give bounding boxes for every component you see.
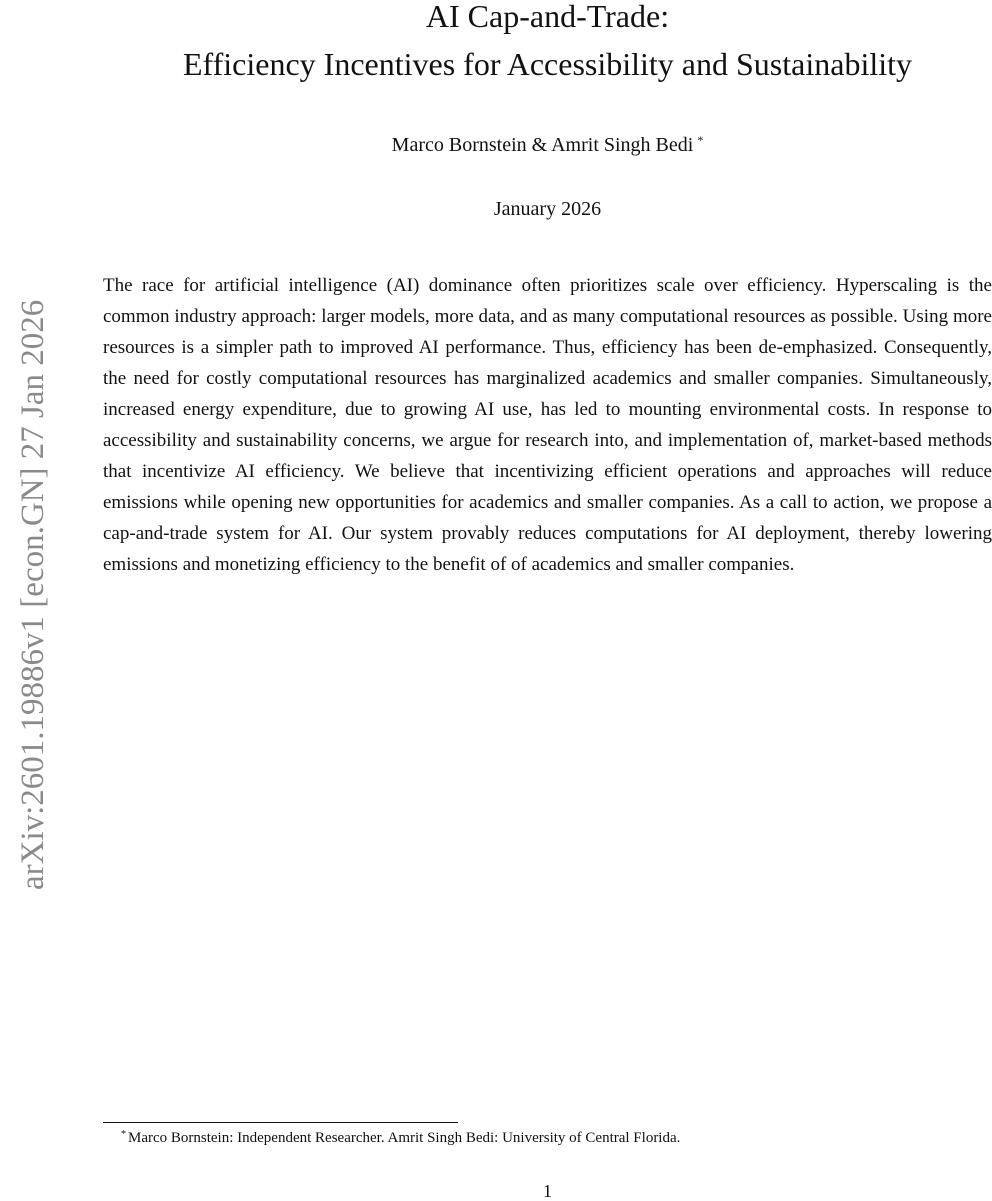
- footnote-text: Marco Bornstein: Independent Researcher. Amrit Singh Bedi: University of Central Florida.: [128, 1130, 681, 1146]
- footnote-divider: [103, 1122, 458, 1123]
- paper-title-line-1: AI Cap-and-Trade:: [425, 0, 670, 34]
- paper-title-line-2: Efficiency Incentives for Accessibility and Sustainability: [183, 46, 912, 82]
- author-list: [103, 134, 992, 155]
- arxiv-identifier-stamp: arXiv:2601.19886v1 [econ.GN] 27 Jan 2026: [15, 299, 51, 890]
- page-number: 1: [543, 1181, 552, 1201]
- author-names: Marco Bornstein & Amrit Singh Bedi: [391, 134, 694, 156]
- abstract-paragraph: The race for artificial intelligence (AI) dominance often prioritizes scale over efficiency. Hyperscaling is the common industry approach: larger models, more data, and as many computational resources as possible. Using more resources is a simpler path to improved AI performance. Thus, efficiency has been de-emphasized. Consequently, the need for costly computational resources has marginalized academics and smaller companies. Simultaneously, increased energy expenditure, due to growing AI use, has led to mounting environmental costs. In response to accessibility and sustainability concerns, we argue for research into, and implementation of, market-based methods that incentivize AI efficiency. We believe that incentivizing efficient operations and approaches will reduce emissions while opening new opportunities for academics and smaller companies. As a call to action, we propose a cap-and-trade system for AI. Our system provably reduces computations for AI deployment, thereby lowering emissions and monetizing efficiency to the benefit of of academics and smaller companies.: [103, 275, 992, 575]
- publication-date: January 2026: [493, 198, 602, 220]
- footnote-mark: *: [121, 1129, 126, 1140]
- author-footnote-mark: *: [697, 133, 704, 147]
- affiliation-footnote: [121, 1129, 981, 1147]
